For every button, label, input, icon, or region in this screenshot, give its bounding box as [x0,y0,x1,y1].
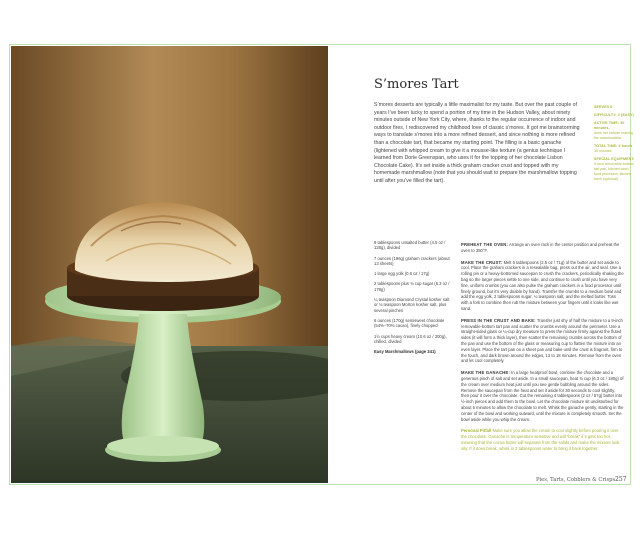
tart-photo [11,46,328,483]
sidebar-entry: TOTAL TIME: 4 hours 30 minutes [594,144,633,153]
ingredient-item: 9 tablespoons unsalted butter (4.5 oz / 128g), divided [374,240,446,251]
method-step [461,318,624,364]
note-label: Personal Pitfall [461,428,492,434]
ingredient-item-link: Easy Marshmallows (page 341) [374,349,436,355]
ingredient-item: 2 tablespoons plus ¾ cup sugar (6.3 oz / 179g) [374,281,450,292]
step-heading: PREHEAT THE OVEN: [461,242,509,247]
method-step [461,260,624,312]
sidebar-entry: SERVES 8 [594,105,613,109]
step-heading: PRESS IN THE CRUST AND BAKE: [461,317,536,323]
recipe-intro [374,102,580,186]
note-text: Make sure you allow the cream to cool slightly before pouring it over the chocolate. Ganache is temperature sensitive and will “break” if it gets too hot, meaning that the cocoa butter will separate from the solids and make the mixture look oily. If it does break, whisk in 2 tablespoons water to bring it back together. [461,428,620,451]
ingredient-item: ¼ teaspoon Diamond Crystal kosher salt or ⅛ teaspoon Morton kosher salt, plus several pinches [374,297,450,313]
ingredient-item: 1½ cups heavy cream (10.6 oz / 300g), chilled, divided [374,333,447,344]
method-steps [461,242,624,458]
running-footer: Pies, Tarts, Cobblers & Crisps [536,477,616,483]
step-text: Melt 5 tablespoons (2.5 oz / 71g) of the butter and set aside to cool. Place the graham crackers in a resealable bag, press out the air, and seal. Use a rolling pin or a heavy-bottomed saucepan to crush the crackers, periodically shaking the bag so the larger pieces settle to one side, and continue to crush until you have very fine, uniform crumbs (you can also pulse the graham crackers in a food processor until finely ground, but it’s very doable by hand). Transfer the crumbs to a medium bowl and add the egg yolk, 2 tablespoons sugar, ¼ teaspoon salt, and the melted butter. Toss with a fork to combine then rub the mixture between your fingers until it looks like wet sand. [461,259,624,311]
step-heading: MAKE THE GANACHE: [461,370,510,376]
page-number: 257 [615,476,627,483]
book-spread [9,44,635,485]
intro-paragraph: S’mores desserts are typically a little maximalist for my taste. But over the past couple of years I’ve been lucky to spend a portion of my time in the Hudson Valley, about ninety minutes outside of New York City, where, thanks to the regular occurrence of indoor and outdoor fires, I rediscovered my childhood love of classic s’mores. It got me brainstorming ways to translate s’mores into a more refined dessert, and since nothing is more refined than a chocolate tart, that became my starting point. The filling is a basic ganache (lightened with whipped cream to give it a mousse-like texture (a genius technique I learned from Dorie Greenspan, who uses it for the topping of her chocolate Lisbon Chocolate Cake). It’s set inside a thick graham cracker crust and topped with my homemade marshmallow (note that you should wait to prepare the marshmallow topping until after you’ve filled the tart). [374,102,580,184]
sidebar-entry: SPECIAL EQUIPMENT: 9-inch removable-bottom tart pan, kitchen torch, food processor, kitchen torch (optional) [594,157,635,181]
sidebar-entry: DIFFICULTY: 2 (EASY) [594,113,634,117]
smores-tart-image [11,46,328,483]
step-text: Arrange an oven rack in the center position and preheat the oven to 350°F. [461,242,620,253]
recipe-info-sidebar [594,105,636,185]
method-step [461,242,624,254]
ingredient-item: 1 large egg yolk (0.6 oz / 17g) [374,271,430,277]
ingredient-item: 7 ounces (196g) graham crackers (about 13 sheets) [374,255,450,266]
recipe-page [330,45,635,484]
ingredient-item: 6 ounces (170g) semisweet chocolate (54%–70% cacao), finely chopped [374,317,445,329]
step-text: Transfer just shy of half the mixture to a 9-inch removable-bottom tart pan and scatter the crumbs evenly around the perimeter. Use a straight-sided glass or ¼-cup dry measure to press the mixture firmly against the fluted sides (it will form a thick layer), then scatter the remaining crumbs across the bottom of the pan and use the bottom of the glass or measuring cup to flatten the mixture into an even layer. Place the tart pan on a sheet pan and bake until the crust is fragrant, firm to the touch, and dark brown around the edges, 13 to 18 minutes. Remove from the oven and let cool completely. [461,317,623,364]
ingredient-list [374,240,452,359]
method-step [461,370,624,422]
step-heading: MAKE THE CRUST: [461,259,503,265]
pitfall-note [461,428,624,451]
step-text: In a large heatproof bowl, combine the chocolate and a generous pinch of salt and set aside. In a small saucepan, heat ¾ cup (6.3 oz / 180g) of the cream over medium heat just until you see gentle bubbling around the sides. Remove the saucepan from the heat and set it aside for 30 seconds to cool slightly, then pour it over the chocolate. Cut the remaining 4 tablespoons (2 oz / 57g) butter into ½-inch pieces and add them to the bowl. Let the chocolate mixture sit undisturbed for about 5 minutes to allow the chocolate to melt. Whisk the ganache gently, starting in the center of the bowl and working outward, until the mixture is completely smooth. Set the bowl aside while you whip the cream. [461,370,624,422]
sidebar-entry: ACTIVE TIME: 30 minutes, does not include making the marshmallow [594,121,633,140]
recipe-title: S’mores Tart [374,77,459,92]
